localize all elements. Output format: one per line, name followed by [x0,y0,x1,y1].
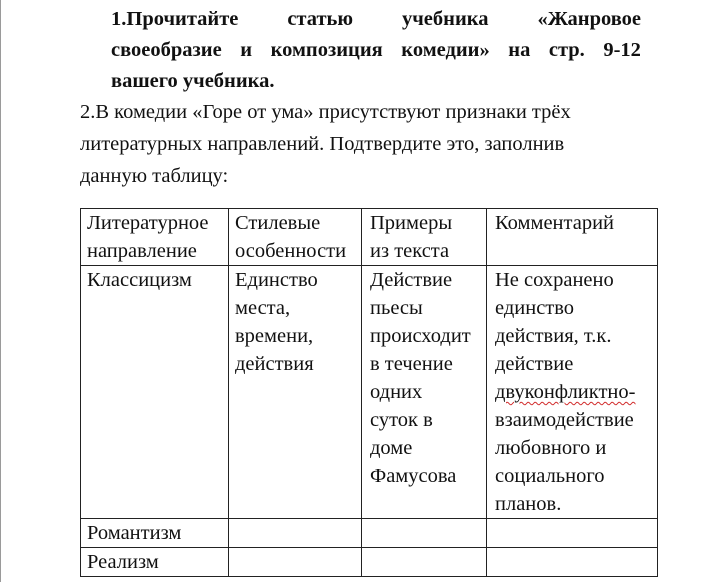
table-row-realism [81,548,658,577]
cell-text: действие [495,353,574,375]
spellcheck-underline-text: двуконфликтно- [495,381,636,403]
cell-comment-empty [487,519,658,548]
task-1-word: комедии» [401,39,490,61]
task-1-word: «Жанровое [537,8,641,30]
cell-direction [81,519,229,548]
header-text: Примеры [370,212,453,234]
task-1-word: своеобразие [111,39,222,61]
task-2-line: данную таблицу: [80,165,229,187]
cell-examples-empty [362,548,487,577]
cell-text: времени, [235,325,314,347]
table-row-classicism [81,266,658,519]
header-features [229,209,362,266]
cell-text: места, [235,297,291,319]
cell-text: пьесы [370,297,423,319]
task-2-line: 2.В комедии «Горе от ума» присутствуют признаки трёх [80,101,571,123]
cell-features-empty [229,519,362,548]
cell-text: одних [370,381,423,403]
task-1-word: и [240,39,253,61]
table-header-row [81,209,658,266]
cell-comment-empty [487,548,658,577]
cell-text: социального [495,465,605,487]
direction-name: Романтизм [87,522,182,544]
cell-examples [362,266,487,519]
cell-direction [81,548,229,577]
header-text: особенности [235,240,347,262]
cell-text: происходит [370,325,471,347]
cell-text: Фамусова [370,465,457,487]
task-1-line-3: вашего учебника. [111,70,275,92]
cell-features-empty [229,548,362,577]
cell-text: доме [370,437,413,459]
header-text: Литературное [87,212,209,234]
cell-text: действия [235,353,314,375]
task-1-line-1 [111,4,641,35]
cell-text: действия, т.к. [495,325,612,347]
cell-text: взаимодействие [495,409,634,431]
header-comment [487,209,658,266]
direction-name: Реализм [87,551,159,573]
cell-features [229,266,362,519]
header-text: Комментарий [495,212,615,234]
table-row-romanticism [81,519,658,548]
cell-examples-empty [362,519,487,548]
task-1-word: учебника [402,8,489,30]
header-text: Стилевые [235,212,321,234]
header-direction [81,209,229,266]
cell-text: в течение [370,353,453,375]
task-2-paragraph [80,96,680,192]
header-text: из текста [370,240,450,262]
task-2-line: литературных направлений. Подтвердите это, заполнив [80,133,565,155]
cell-direction [81,266,229,519]
literary-directions-table [80,208,658,577]
task-1-word: композиция [270,39,383,61]
direction-name: Классицизм [87,269,192,291]
task-1-word: статью [287,8,354,30]
cell-text-misspelled [495,378,657,406]
task-1-word: 9-12 [603,39,641,61]
task-1-word: 1.Прочитайте [111,8,239,30]
cell-text: Действие [370,269,453,291]
cell-text: единство [495,297,575,319]
cell-text: суток в [370,409,433,431]
task-1-heading [111,4,641,97]
cell-text: планов. [495,493,562,515]
header-text: направление [87,240,197,262]
task-1-word: стр. [548,39,585,61]
cell-text: Не сохранено [495,269,614,291]
cell-comment [487,266,658,519]
header-examples [362,209,487,266]
page-left-border [0,0,1,582]
cell-text: любовного и [495,437,607,459]
cell-text: Единство [235,269,318,291]
task-1-line-2 [111,35,641,66]
task-1-word: на [508,39,531,61]
